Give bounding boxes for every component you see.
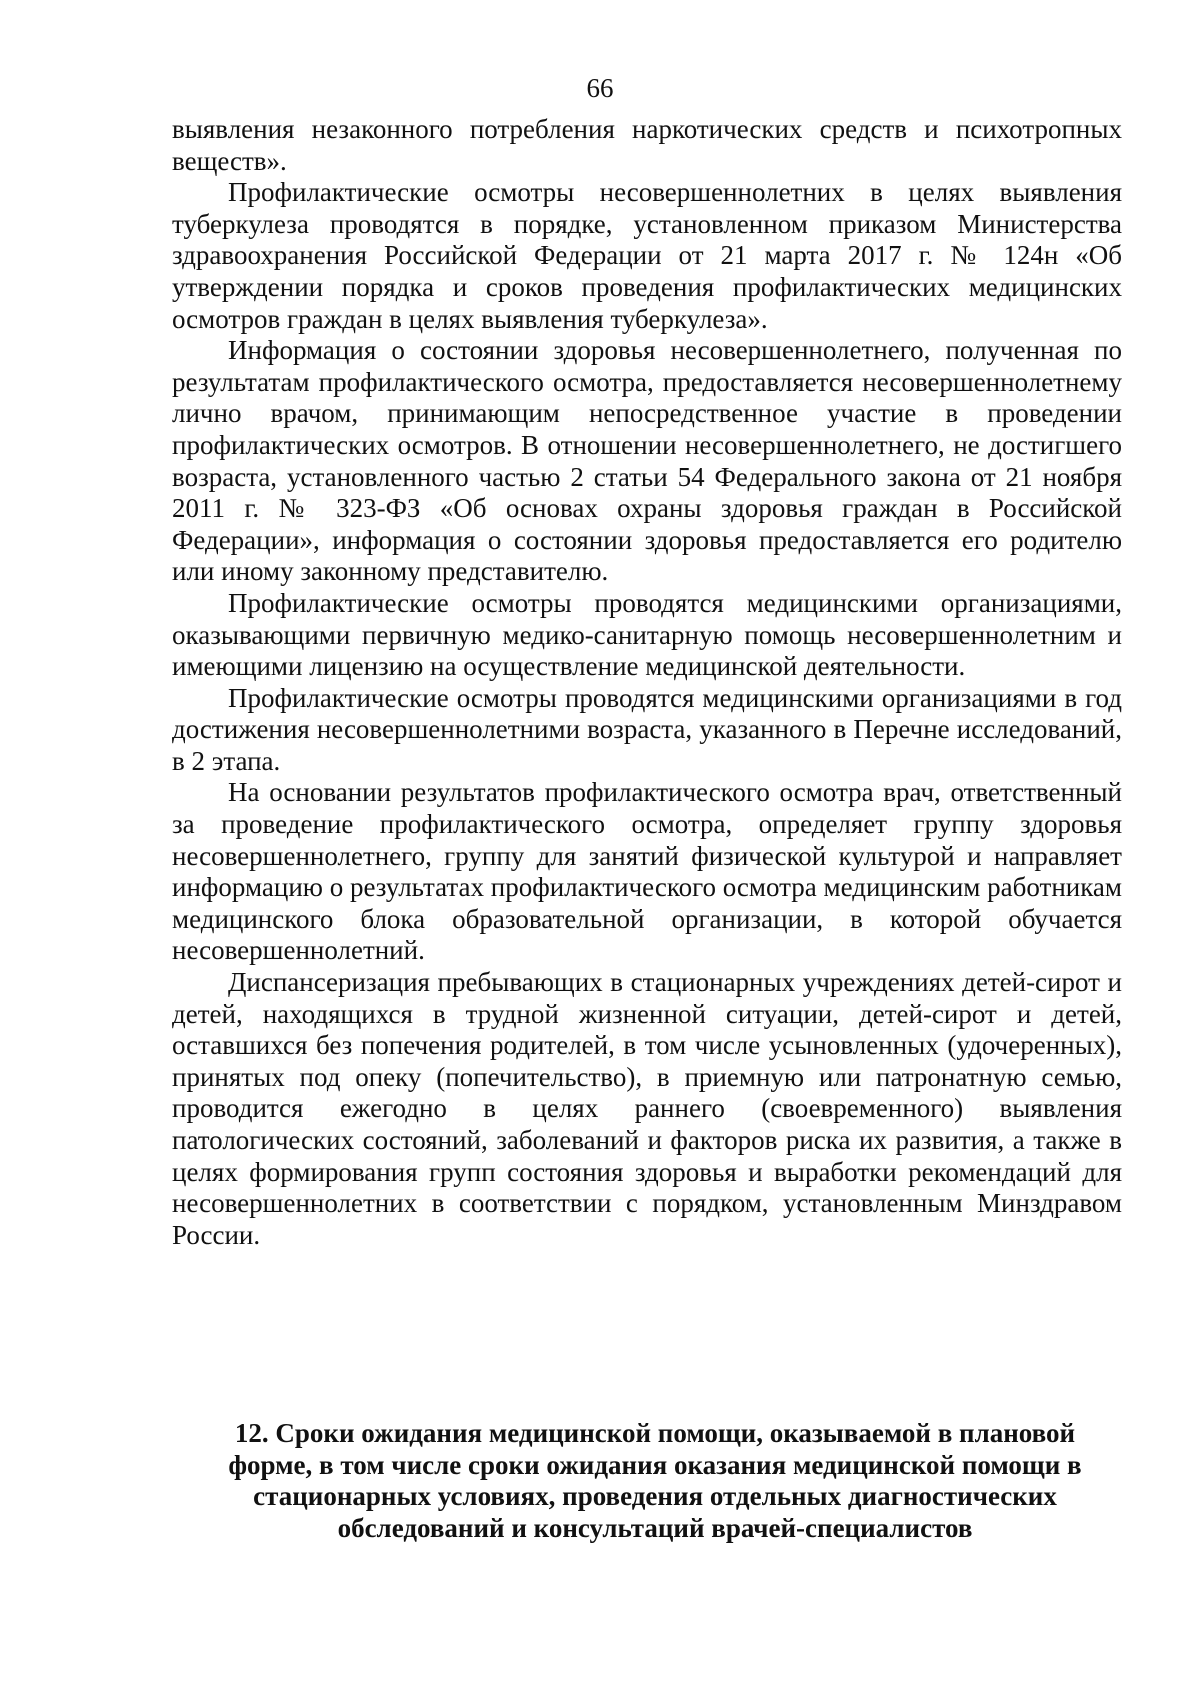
paragraph: Профилактические осмотры несовершеннолетних в целях выявления туберкулеза проводятся в порядке, установленном приказом Министерства здравоохранения Российской Федерации от 21 марта 2017 г. № 124н «Об утверждении порядка и сроков проведения профилактических медицинских осмотров граждан в целях выявления туберкулеза».: [172, 177, 1122, 334]
paragraph: На основании результатов профилактического осмотра врач, ответственный за проведение профилактического осмотра, определяет группу здоровья несовершеннолетнего, группу для занятий физической культурой и направляет информацию о результатах профилактического осмотра медицинским работникам медицинского блока образовательной организации, в которой обучается несовершеннолетний.: [172, 777, 1122, 966]
paragraph: Профилактические осмотры проводятся медицинскими организациями, оказывающими первичную медико-санитарную помощь несовершеннолетним и имеющими лицензию на осуществление медицинской деятельности.: [172, 587, 1122, 682]
paragraph: Диспансеризация пребывающих в стационарных учреждениях детей-сирот и детей, находящихся в трудной жизненной ситуации, детей-сирот и детей, оставшихся без попечения родителей, в том числе усыновленных (удочеренных), принятых под опеку (попечительство), в приемную или патронатную семью, проводится ежегодно в целях раннего (своевременного) выявления патологических состояний, заболеваний и факторов риска их развития, а также в целях формирования групп состояния здоровья и выработки рекомендаций для несовершеннолетних в соответствии с порядком, установленным Минздравом России.: [172, 967, 1122, 1250]
section-heading: 12. Сроки ожидания медицинской помощи, оказываемой в плановой форме, в том числе сроки ожидания оказания медицинской помощи в стационарных условиях, проведения отдельных диагностических обследований и консультаций врачей-специалистов: [228, 1418, 1082, 1543]
paragraph-continuation: выявления незаконного потребления наркотических средств и психотропных веществ».: [172, 114, 1122, 176]
page-number: 66: [586, 73, 614, 103]
paragraph: Профилактические осмотры проводятся медицинскими организациями в год достижения несовершеннолетними возраста, указанного в Перечне исследований, в 2 этапа.: [172, 682, 1122, 776]
body-text: [172, 114, 1122, 1251]
paragraph: Информация о состоянии здоровья несовершеннолетнего, полученная по результатам профилактического осмотра, предоставляется несовершеннолетнему лично врачом, принимающим непосредственное участие в проведении профилактических осмотров. В отношении несовершеннолетнего, не достигшего возраста, установленного частью 2 статьи 54 Федерального закона от 21 ноября 2011 г. № 323-ФЗ «Об основах охраны здоровья граждан в Российской Федерации», информация о состоянии здоровья предоставляется его родителю или иному законному представителю.: [172, 335, 1122, 587]
